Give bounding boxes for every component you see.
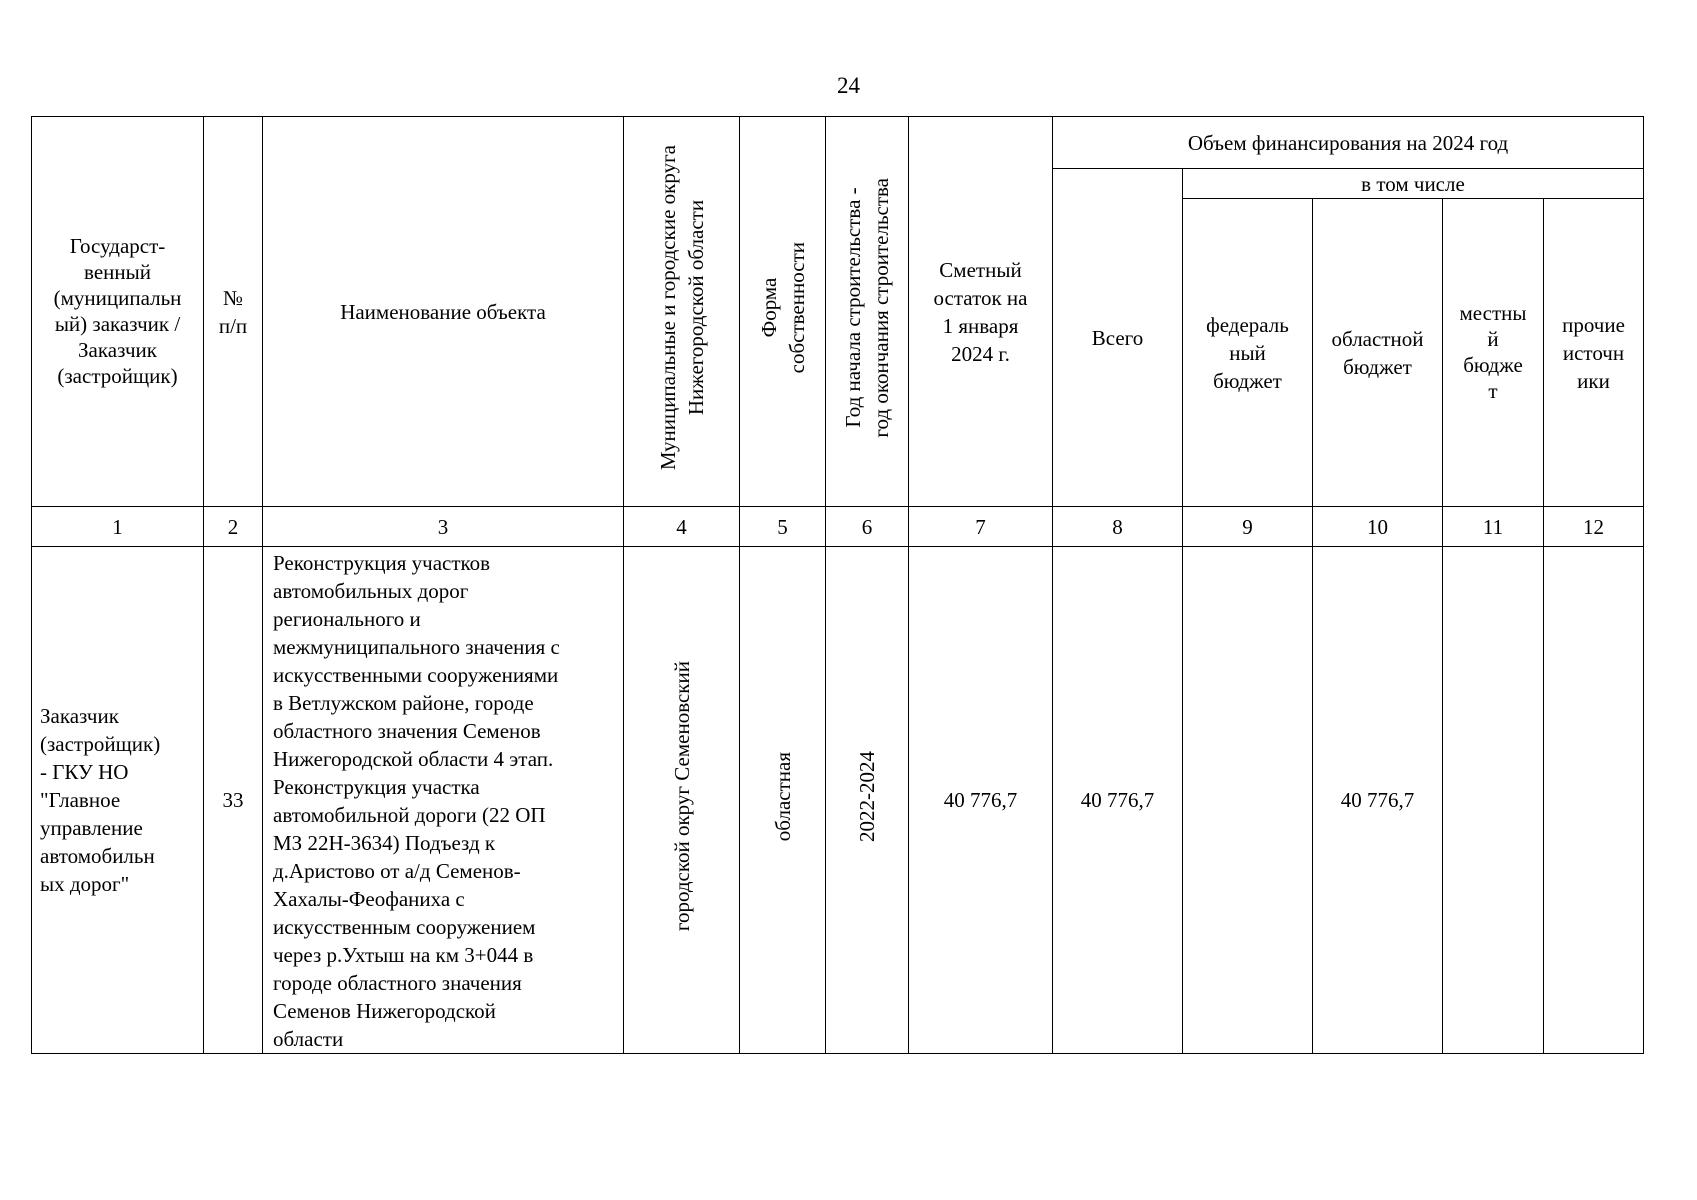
header-estimated-balance: Сметный остаток на 1 января 2024 г. (909, 117, 1053, 507)
row-number-cell: 33 (204, 547, 263, 1054)
column-number: 11 (1443, 507, 1544, 547)
column-number: 1 (32, 507, 204, 547)
header-local-budget: местны й бюдже т (1443, 199, 1544, 507)
estimated-balance-cell: 40 776,7 (909, 547, 1053, 1054)
column-number: 5 (740, 507, 826, 547)
header-funding-group: Объем финансирования на 2024 год (1053, 117, 1644, 169)
column-number: 10 (1313, 507, 1443, 547)
header-total: Всего (1053, 169, 1183, 507)
header-other-sources: прочие источн ики (1544, 199, 1644, 507)
column-numbers-row (32, 507, 1644, 547)
district-cell: городской округ Семеновский (624, 547, 740, 1054)
column-number: 3 (263, 507, 624, 547)
other-sources-cell (1544, 547, 1644, 1054)
column-number: 9 (1183, 507, 1313, 547)
column-number: 4 (624, 507, 740, 547)
column-number: 12 (1544, 507, 1644, 547)
federal-budget-cell (1183, 547, 1313, 1054)
header-customer: Государст- венный (муниципальн ый) заказчик / Заказчик (застройщик) (32, 117, 204, 507)
local-budget-cell (1443, 547, 1544, 1054)
column-number: 7 (909, 507, 1053, 547)
page-number: 24 (837, 73, 860, 98)
header-federal-budget: федераль ный бюджет (1183, 199, 1313, 507)
regional-budget-cell: 40 776,7 (1313, 547, 1443, 1054)
header-regional-budget: областной бюджет (1313, 199, 1443, 507)
header-object-name: Наименование объекта (263, 117, 624, 507)
table-row (32, 547, 1644, 1054)
object-name-cell: Реконструкция участков автомобильных дорог регионального и межмуниципального значения с искусственными сооружениями в Ветлужском районе, городе областного значения Семенов Нижегородской области 4 этап. Реконструкция участка автомобильной дороги (22 ОП МЗ 22Н-3634) Подъезд к д.Аристово от а/д Семенов- Хахалы-Феофаниха с искусственным сооружением через р.Ухтыш на км 3+044 в городе областного значения Семенов Нижегородской области (263, 547, 624, 1054)
header-years: Год начала строительства - год окончания строительства (826, 117, 909, 507)
header-ownership: Форма собственности (740, 117, 826, 507)
header-including: в том числе (1183, 169, 1644, 199)
total-cell: 40 776,7 (1053, 547, 1183, 1054)
years-cell: 2022-2024 (826, 547, 909, 1054)
financing-table (31, 116, 1644, 1054)
column-number: 8 (1053, 507, 1183, 547)
column-number: 6 (826, 507, 909, 547)
column-number: 2 (204, 507, 263, 547)
customer-cell: Заказчик (застройщик) - ГКУ НО "Главное управление автомобильн ых дорог" (32, 547, 204, 1054)
ownership-cell: областная (740, 547, 826, 1054)
header-number: № п/п (204, 117, 263, 507)
header-district: Муниципальные и городские округа Нижегородской области (624, 117, 740, 507)
